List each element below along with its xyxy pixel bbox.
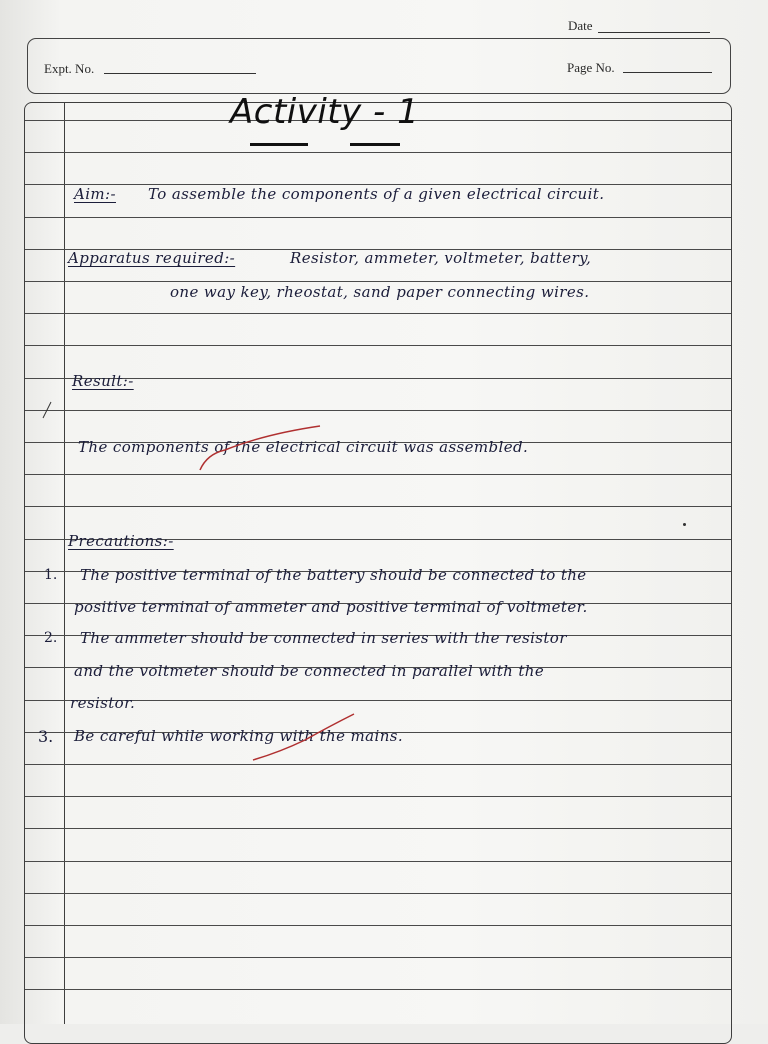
ruled-line: [25, 410, 731, 411]
date-label: Date: [568, 18, 593, 33]
result-text: The components of the electrical circuit was assembled.: [78, 438, 529, 456]
ink-dot: [683, 523, 686, 526]
correction-stroke-2: [250, 712, 360, 764]
ruled-line: [25, 925, 731, 926]
precautions-label: Precautions:-: [68, 532, 174, 550]
title-underline-2: [350, 143, 400, 146]
ruled-line: [25, 764, 731, 765]
precaution-1-line-2: positive terminal of ammeter and positive terminal of voltmeter.: [74, 598, 588, 616]
precaution-number-1: 1.: [44, 567, 58, 583]
page-no-line: [623, 72, 712, 73]
ruled-line: [25, 217, 731, 218]
expt-no-line: [104, 73, 256, 74]
date-line: [598, 32, 710, 33]
apparatus-line-2: one way key, rheostat, sand paper connecting wires.: [170, 283, 590, 301]
expt-no-label: Expt. No.: [44, 61, 95, 76]
ruled-line: [25, 796, 731, 797]
ruled-line: [25, 152, 731, 153]
ruled-line: [25, 474, 731, 475]
margin-line: [64, 103, 65, 1024]
precaution-2-line-3: resistor.: [70, 694, 136, 712]
ruled-line: [25, 861, 731, 862]
correction-stroke-1: [195, 424, 325, 474]
ruled-line: [25, 989, 731, 990]
page-title: Activity - 1: [230, 92, 420, 132]
precaution-2-line-2: and the voltmeter should be connected in parallel with the: [74, 662, 545, 680]
ruled-line: [25, 313, 731, 314]
page-no-label: Page No.: [567, 60, 615, 75]
precaution-2-line-1: The ammeter should be connected in series with the resistor: [80, 629, 567, 647]
margin-tick-mark: [40, 400, 54, 420]
ruled-line: [25, 828, 731, 829]
precaution-number-2: 2.: [44, 630, 58, 646]
ruled-line: [25, 281, 731, 282]
precaution-1-line-1: The positive terminal of the battery should be connected to the: [80, 566, 587, 584]
aim-label: Aim:-: [74, 185, 116, 203]
result-label: Result:-: [72, 372, 134, 390]
ruled-line: [25, 345, 731, 346]
apparatus-line-1: Resistor, ammeter, voltmeter, battery,: [290, 249, 592, 267]
title-underline: [250, 143, 308, 146]
ruled-line: [25, 893, 731, 894]
ruled-line: [25, 506, 731, 507]
ruled-line: [25, 957, 731, 958]
precaution-number-3: 3.: [38, 727, 54, 746]
header-box: [27, 38, 731, 94]
apparatus-label: Apparatus required:-: [68, 249, 236, 267]
precaution-3-line-1: Be careful while working with the mains.: [74, 727, 404, 745]
aim-text: To assemble the components of a given electrical circuit.: [148, 185, 605, 203]
